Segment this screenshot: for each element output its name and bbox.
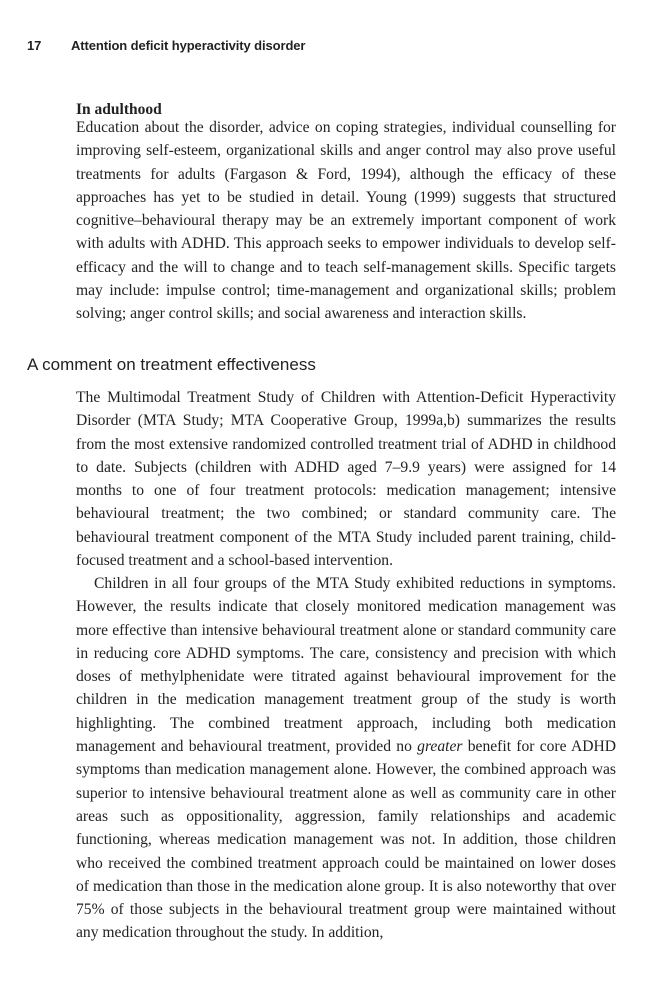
running-title: Attention deficit hyperactivity disorder xyxy=(71,38,306,53)
subheading-adulthood: In adulthood xyxy=(76,101,162,118)
results-text-start: Children in all four groups of the MTA Study exhibited reductions in symptoms. However, the results indicate that closely monitored medication management was more effective than intensive behavioural treatment alone or standard community care in reducing core ADHD symptoms. The care, consistency and precision with which doses of methylphenidate were titrated against behavioural improvement for the children in the medication management treatment group of the study is worth highlighting. The combined treatment approach, including both medication management and behavioural treatment, provided no xyxy=(76,575,616,756)
paragraph-mta-study: The Multimodal Treatment Study of Children with Attention-Deficit Hyperactivity Disorder (MTA Study; MTA Cooperative Group, 1999a,b) summarizes the results from the most extensive randomized controlled treatment trial of ADHD in childhood to date. Subjects (children with ADHD aged 7–9.9 years) were assigned for 14 months to one of four treatment protocols: medication management; intensive behavioural treatment; the two combined; or standard community care. The behavioural treatment component of the MTA Study included parent training, child-focused treatment and a school-based intervention. xyxy=(76,389,616,570)
running-header xyxy=(27,38,305,53)
page-number: 17 xyxy=(27,38,42,53)
paragraph-results xyxy=(76,572,616,945)
paragraph-adulthood: Education about the disorder, advice on coping strategies, individual counselling for improving self-esteem, organizational skills and anger control may also prove useful treatments for adults (Fargason & Ford, 1994), although the efficacy of these approaches has yet to be studied in detail. Young (1999) suggests that structured cognitive–behavioural therapy may be an extremely important component of work with adults with ADHD. This approach seeks to empower individuals to develop self-efficacy and the will to change and to teach self-management skills. Specific targets may include: impulse control; time-management and organizational skills; problem solving; anger control skills; and social awareness and interaction skills. xyxy=(76,119,616,323)
section-heading: A comment on treatment effectiveness xyxy=(27,355,316,374)
emphasis-greater: greater xyxy=(417,738,463,756)
results-text-end: benefit for core ADHD symptoms than medication management alone. However, the combined approach was superior to intensive behavioural treatment alone as well as community care in other areas such as oppositionality, aggression, family relationships and academic functioning, whereas medication management was not. In addition, those children who received the combined treatment approach could be maintained on lower doses of medication than those in the medication alone group. It is also noteworthy that over 75% of those subjects in the behavioural treatment group were maintained without any medication throughout the study. In addition, xyxy=(76,738,616,942)
